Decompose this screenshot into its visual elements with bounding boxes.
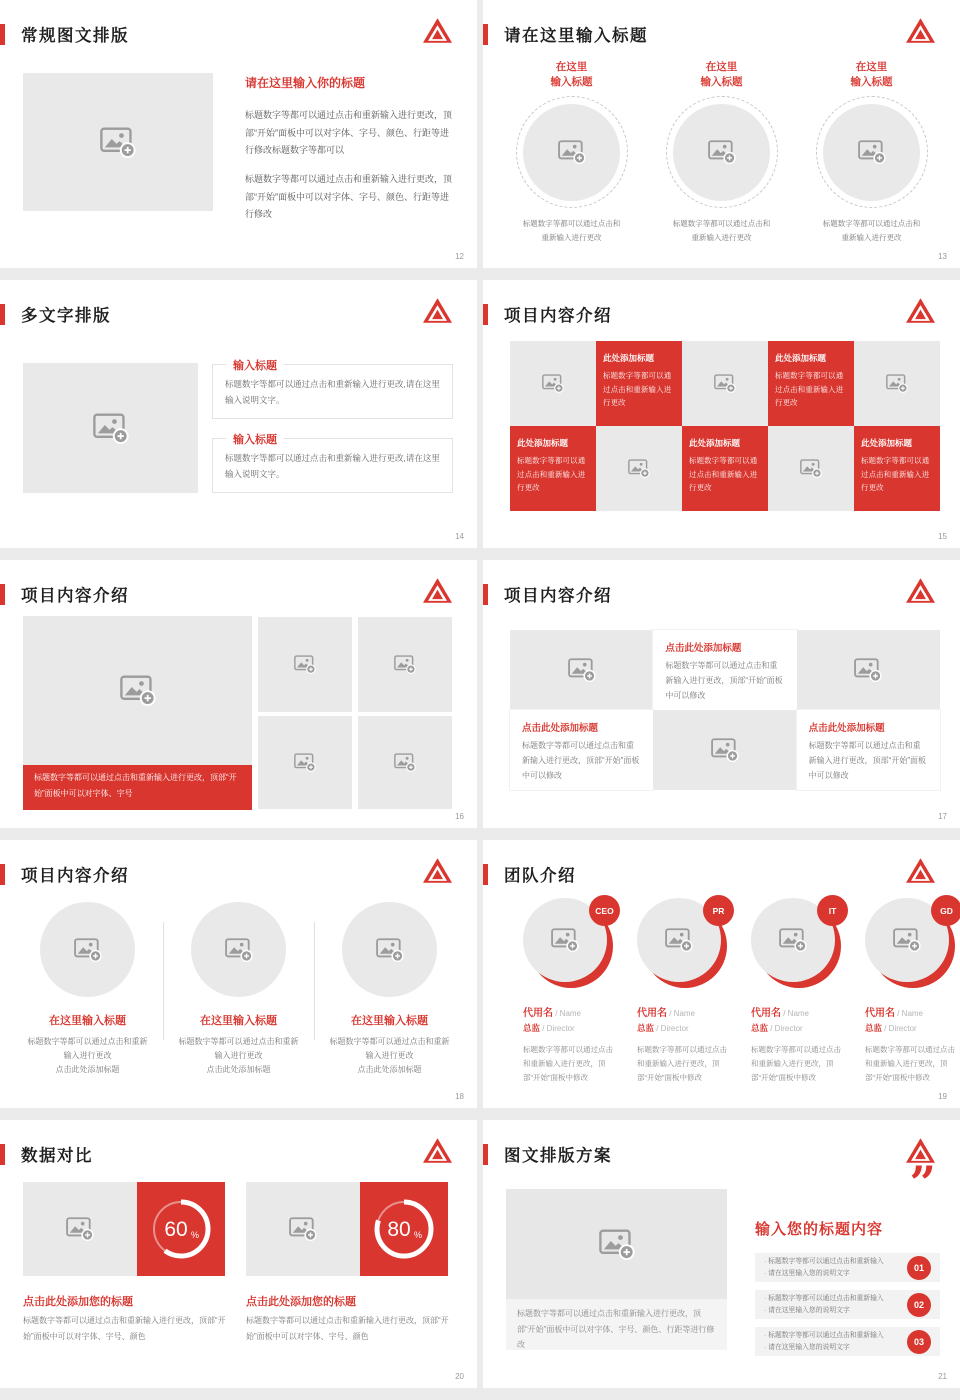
cell-title: 此处添加标题 [517,438,569,448]
slide-title: 项目内容介绍 [504,307,612,325]
circle-item [657,60,787,244]
slide-18[interactable] [0,840,477,1108]
image-placeholder[interactable] [246,1182,360,1276]
slide-header [0,1142,93,1166]
dashed-ring [816,96,928,208]
page-number: 14 [455,532,464,541]
slide-14[interactable] [0,280,477,548]
item-caption: 标题数字等都可以通过点击和重新输入进行更改 [672,219,771,242]
image-placeholder-icon [779,928,807,952]
image-placeholder-icon [100,127,136,158]
page-number: 18 [455,1092,464,1101]
image-placeholder[interactable] [682,341,768,426]
image-placeholder-icon [289,1217,317,1241]
cell-body: 标题数字等都可以通过点击和重新输入进行更改 [603,371,672,408]
image-placeholder-icon [74,938,102,962]
brand-logo-icon [423,298,452,323]
dashed-ring [666,96,778,208]
list-item-text: · 标题数字等都可以通过点击和重新输入 · 请在这里输入您的说明文字 [764,1256,907,1279]
image-placeholder-icon [120,675,156,706]
slide-header [0,22,129,46]
slide-header [0,582,129,606]
member-body: 标题数字等都可以通过点击和重新输入进行更改，顶部“开始”面板中修改 [637,1045,727,1082]
circle-items-row [0,902,477,1077]
cell-body: 标题数字等都可以通过点击和重新输入进行更改 [775,371,844,408]
percent-panel [137,1182,225,1276]
body-paragraph: 标题数字等都可以通过点击和重新输入进行更改，顶部“开始”面板中可以对字体、字号、颜色、行距等进行修改标题数字等都可以 [245,110,453,156]
image-placeholder-icon [886,374,908,393]
cell-body: 标题数字等都可以通过点击和重新输入进行更改 [861,456,930,493]
image-placeholder[interactable] [191,902,286,997]
slide-17[interactable] [483,560,960,828]
brand-logo-icon [423,578,452,603]
image-placeholder[interactable] [358,617,452,712]
slide-title: 项目内容介绍 [21,587,129,605]
image-placeholder-icon [628,459,650,478]
page-number: 13 [938,252,947,261]
page-number: 12 [455,252,464,261]
cell-title: 点击此处添加标题 [522,723,599,734]
title-accent-bar [483,1144,488,1165]
body-paragraph: 标题数字等都可以通过点击和重新输入进行更改，顶部“开始”面板中可以对字体、字号、颜色、行距等进行修改 [245,174,453,220]
image-placeholder[interactable] [23,1182,137,1276]
slide-header [0,862,129,886]
slide-title: 请在这里输入标题 [504,27,648,45]
brand-logo-icon [423,1138,452,1163]
image-placeholder[interactable] [23,363,198,493]
image-placeholder-icon [294,655,316,674]
card-title: 点击此处添加您的标题 [23,1296,133,1308]
body-title: 请在这里输入你的标题 [245,76,366,90]
title-accent-bar [0,304,5,325]
cell-body: 标题数字等都可以通过点击和重新输入进行更改，顶部“开始”面板中可以修改 [665,661,783,700]
number-badge: 01 [907,1256,931,1280]
role-badge: IT [817,895,848,926]
slide-19[interactable] [483,840,960,1108]
item-title: 在这里输入标题 [200,1015,277,1027]
cell-title: 点击此处添加标题 [665,643,742,654]
image-placeholder-icon [665,928,693,952]
image-placeholder[interactable] [523,104,620,201]
cell-body: 标题数字等都可以通过点击和重新输入进行更改，顶部“开始”面板中可以修改 [808,741,926,780]
page-number: 16 [455,812,464,821]
cell-title: 此处添加标题 [689,438,741,448]
slide-header [0,302,111,326]
image-placeholder-icon [858,140,886,164]
brand-logo-icon [906,298,935,323]
checkerboard-grid [510,341,940,511]
image-placeholder-icon [66,1217,94,1241]
box-body: 标题数字等都可以通过点击和重新输入进行更改,请在这里输入说明文字。 [225,453,440,479]
box-body: 标题数字等都可以通过点击和重新输入进行更改,请在这里输入说明文字。 [225,379,440,405]
item-title: 在这里输入标题 [49,1015,126,1027]
title-accent-bar [483,864,488,885]
slide-20[interactable] [0,1120,477,1388]
member-name: 代用名 / Name [637,1008,696,1019]
image-placeholder-icon [93,413,129,444]
brand-logo-icon [906,18,935,43]
role-badge: PR [703,895,734,926]
slide-13[interactable] [483,0,960,268]
page-number: 17 [938,812,947,821]
image-placeholder-icon [714,374,736,393]
title-accent-bar [483,304,488,325]
cell-title: 此处添加标题 [603,353,655,363]
list-item [755,1290,940,1319]
page-number: 19 [938,1092,947,1101]
alternating-grid [510,630,940,790]
card-title: 点击此处添加您的标题 [246,1296,356,1308]
text-cell [653,630,796,710]
svg-text:60: 60 [164,1218,188,1241]
text-cell [854,426,940,511]
member-role: 总监 / Director [865,1023,917,1033]
list-item [755,1327,940,1356]
cell-body: 标题数字等都可以通过点击和重新输入进行更改 [517,456,586,493]
cell-body: 标题数字等都可以通过点击和重新输入进行更改 [689,456,758,493]
title-accent-bar [483,584,488,605]
brand-logo-icon [423,858,452,883]
avatar[interactable] [865,898,957,988]
image-placeholder[interactable] [596,426,682,511]
slide-title: 项目内容介绍 [21,867,129,885]
brand-logo-icon [423,18,452,43]
image-placeholder[interactable] [342,902,437,997]
item-title: 在这里输入标题 [351,1015,428,1027]
page-number: 20 [455,1372,464,1381]
team-member [637,898,733,1085]
donut-chart [368,1193,440,1265]
section-heading: 输入您的标题内容 [755,1221,884,1238]
slide-15[interactable] [483,280,960,548]
slide-16[interactable] [0,560,477,828]
image-placeholder[interactable] [510,341,596,426]
donut-chart [145,1193,217,1265]
avatar[interactable] [637,898,729,988]
image-placeholder[interactable] [358,716,452,809]
image-placeholder-icon [800,459,822,478]
image-placeholder-icon [394,655,416,674]
member-body: 标题数字等都可以通过点击和重新输入进行更改，顶部“开始”面板中修改 [751,1045,841,1082]
member-body: 标题数字等都可以通过点击和重新输入进行更改，顶部“开始”面板中修改 [523,1045,613,1082]
item-caption: 标题数字等都可以通过点击和重新输入进行更改 [822,219,921,242]
image-placeholder-icon [558,140,586,164]
cell-body: 标题数字等都可以通过点击和重新输入进行更改，顶部“开始”面板中可以修改 [522,741,640,780]
image-placeholder-icon [542,374,564,393]
brand-logo-icon [906,858,935,883]
list-item-text: · 标题数字等都可以通过点击和重新输入 · 请在这里输入您的说明文字 [764,1293,907,1316]
image-placeholder[interactable] [23,616,252,765]
avatar[interactable] [523,898,615,988]
role-badge: GD [931,895,960,926]
dashed-ring [516,96,628,208]
text-column [245,72,456,235]
image-placeholder[interactable] [854,341,940,426]
image-placeholder[interactable] [797,630,940,710]
team-members-row [523,898,960,1085]
title-accent-bar [0,1144,5,1165]
slide-title: 图文排版方案 [504,1147,612,1165]
percent-panel [360,1182,448,1276]
avatar[interactable] [751,898,843,988]
svg-text:%: % [414,1230,423,1240]
slide-title: 数据对比 [21,1147,93,1165]
image-placeholder-icon [394,753,416,772]
page-number: 15 [938,532,947,541]
data-card [23,1182,225,1276]
list-item-text: · 标题数字等都可以通过点击和重新输入 · 请在这里输入您的说明文字 [764,1330,907,1353]
slide-header [483,22,648,46]
image-placeholder-icon [551,928,579,952]
image-caption: 标题数字等都可以通过点击和重新输入进行更改，顶部“开始”面板中可以对字体、字号、颜色、行距等进行修改 [506,1299,727,1350]
cell-title: 点击此处添加标题 [808,723,885,734]
member-body: 标题数字等都可以通过点击和重新输入进行更改，顶部“开始”面板中修改 [865,1045,955,1082]
quote-icon: ” [909,1156,936,1210]
member-role: 总监 / Director [637,1023,689,1033]
circle-item [13,902,163,1077]
image-placeholder-icon [893,928,921,952]
item-title: 在这里 输入标题 [550,61,593,89]
cell-title: 此处添加标题 [775,353,827,363]
text-cell [797,710,940,790]
slide-21[interactable] [483,1120,960,1388]
text-cell [596,341,682,426]
image-placeholder[interactable] [258,617,352,712]
title-accent-bar [0,584,5,605]
slide-header [483,302,612,326]
image-placeholder[interactable] [653,710,796,790]
item-body: 标题数字等都可以通过点击和重新输入进行更改 点击此处添加标题 [329,1037,450,1074]
slide-title: 多文字排版 [21,307,111,325]
text-box [212,360,453,419]
text-cell [682,426,768,511]
slide-title: 项目内容介绍 [504,587,612,605]
circle-item [315,902,465,1077]
circle-item [507,60,637,244]
svg-text:%: % [191,1230,200,1240]
circle-item [164,902,314,1077]
text-box [212,434,453,493]
image-placeholder[interactable] [258,716,352,809]
slide-header [483,1142,612,1166]
team-member [751,898,847,1085]
item-body: 标题数字等都可以通过点击和重新输入进行更改 点击此处添加标题 [27,1037,148,1074]
item-body: 标题数字等都可以通过点击和重新输入进行更改 点击此处添加标题 [178,1037,299,1074]
member-name: 代用名 / Name [865,1008,924,1019]
team-member [865,898,960,1085]
image-placeholder-icon [711,738,739,762]
member-name: 代用名 / Name [751,1008,810,1019]
text-cell [510,426,596,511]
slide-header [483,862,576,886]
card-body: 标题数字等都可以通过点击和重新输入进行更改，顶部“开始”面板中可以对字体、字号、颜色 [23,1316,226,1341]
slide-title: 团队介绍 [504,867,576,885]
slide-12[interactable] [0,0,477,268]
svg-text:80: 80 [387,1218,411,1241]
title-accent-bar [0,24,5,45]
circle-item [807,60,937,244]
box-title: 输入标题 [226,357,284,373]
image-placeholder[interactable] [506,1189,727,1299]
box-title: 输入标题 [226,431,284,447]
image-caption-bar: 标题数字等都可以通过点击和重新输入进行更改，顶部“开始”面板中可以对字体、字号 [23,765,252,810]
number-badge: 02 [907,1293,931,1317]
text-cell [510,710,653,790]
brand-logo-icon [906,578,935,603]
image-placeholder-icon [599,1229,635,1260]
title-accent-bar [0,864,5,885]
image-placeholder-icon [854,658,882,682]
number-badge: 03 [907,1330,931,1354]
image-placeholder[interactable] [510,630,653,710]
data-card [246,1182,448,1276]
member-role: 总监 / Director [751,1023,803,1033]
team-member [523,898,619,1085]
image-placeholder[interactable] [768,426,854,511]
image-placeholder-icon [376,938,404,962]
text-cell [768,341,854,426]
circle-items-row [483,60,960,244]
title-accent-bar [483,24,488,45]
list-item [755,1253,940,1282]
item-title: 在这里 输入标题 [850,61,893,89]
member-role: 总监 / Director [523,1023,575,1033]
slide-header [483,582,612,606]
image-placeholder-icon [708,140,736,164]
item-title: 在这里 输入标题 [700,61,743,89]
cell-title: 此处添加标题 [861,438,913,448]
image-placeholder[interactable] [673,104,770,201]
role-badge: CEO [589,895,620,926]
image-placeholder[interactable] [40,902,135,997]
item-caption: 标题数字等都可以通过点击和重新输入进行更改 [522,219,621,242]
slide-title: 常规图文排版 [21,27,129,45]
image-placeholder[interactable] [823,104,920,201]
image-placeholder-icon [294,753,316,772]
card-body: 标题数字等都可以通过点击和重新输入进行更改，顶部“开始”面板中可以对字体、字号、颜色 [246,1316,449,1341]
page-number: 21 [938,1372,947,1381]
image-placeholder[interactable] [23,73,213,211]
image-placeholder-icon [225,938,253,962]
member-name: 代用名 / Name [523,1008,582,1019]
image-placeholder-icon [568,658,596,682]
